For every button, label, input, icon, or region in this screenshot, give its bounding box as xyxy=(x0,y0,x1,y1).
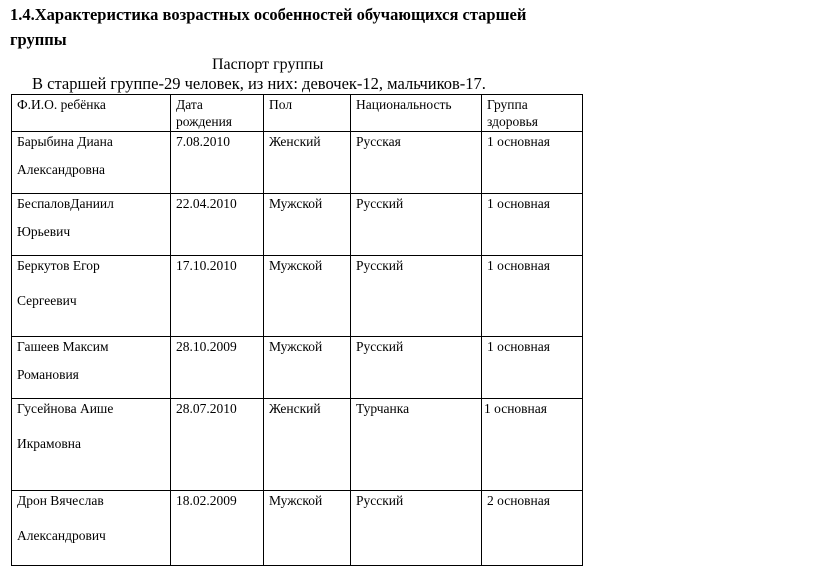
health-group-cell: 2 основная xyxy=(482,491,583,566)
group-passport-title: Паспорт группы xyxy=(212,56,324,73)
birth-date-cell: 18.02.2009 xyxy=(171,491,264,566)
sex-cell: Женский xyxy=(264,132,351,194)
child-name-cell xyxy=(12,132,171,194)
section-heading: 1.4.Характеристика возрастных особенностей обучающихся старшей группы xyxy=(10,5,527,49)
table-row xyxy=(12,194,583,256)
child-name-line1: Барыбина Диана xyxy=(17,134,113,149)
health-group-cell: 1 основная xyxy=(482,256,583,337)
child-name-cell xyxy=(12,194,171,256)
child-name-line2: Сергеевич xyxy=(17,293,77,308)
child-name-line1: Дрон Вячеслав xyxy=(17,493,104,508)
birth-date-cell: 22.04.2010 xyxy=(171,194,264,256)
birth-date-cell: 28.10.2009 xyxy=(171,337,264,399)
child-name-line1: БеспаловДаниил xyxy=(17,196,114,211)
sex-cell: Мужской xyxy=(264,337,351,399)
child-name-cell xyxy=(12,491,171,566)
sex-cell: Женский xyxy=(264,399,351,491)
table-row xyxy=(12,491,583,566)
birth-date-cell: 28.07.2010 xyxy=(171,399,264,491)
child-name-line1: Гашеев Максим xyxy=(17,339,109,354)
table-row xyxy=(12,132,583,194)
column-header-health-group: Группа здоровья xyxy=(482,95,583,132)
group-summary: В старшей группе-29 человек, из них: девочек-12, мальчиков-17. xyxy=(32,74,486,93)
nationality-cell: Турчанка xyxy=(351,399,482,491)
child-name-line2: Романовия xyxy=(17,367,79,382)
column-header-birth-date: Дата рождения xyxy=(171,95,264,132)
child-name-line1: Гусейнова Аише xyxy=(17,401,114,416)
child-name-cell xyxy=(12,337,171,399)
sex-cell: Мужской xyxy=(264,194,351,256)
health-group-cell: 1 основная xyxy=(482,132,583,194)
nationality-cell: Русская xyxy=(351,132,482,194)
child-name-cell xyxy=(12,256,171,337)
table-header-row xyxy=(12,95,583,132)
birth-date-cell: 7.08.2010 xyxy=(171,132,264,194)
sex-cell: Мужской xyxy=(264,491,351,566)
health-group-cell: 1 основная xyxy=(482,194,583,256)
child-name-line2: Александровна xyxy=(17,162,106,177)
health-group-cell: 1 основная xyxy=(482,399,583,491)
column-header-name: Ф.И.О. ребёнка xyxy=(12,95,171,132)
child-name-cell xyxy=(12,399,171,491)
nationality-cell: Русский xyxy=(351,194,482,256)
birth-date-cell: 17.10.2010 xyxy=(171,256,264,337)
sex-cell: Мужской xyxy=(264,256,351,337)
table-row xyxy=(12,256,583,337)
child-name-line1: Беркутов Егор xyxy=(17,258,100,273)
child-name-line2: Юрьевич xyxy=(17,224,71,239)
health-group-cell: 1 основная xyxy=(482,337,583,399)
child-name-line2: Икрамовна xyxy=(17,436,81,451)
column-header-sex: Пол xyxy=(264,95,351,132)
child-name-line2: Александрович xyxy=(17,528,106,543)
column-header-nationality: Национальность xyxy=(351,95,482,132)
nationality-cell: Русский xyxy=(351,491,482,566)
nationality-cell: Русский xyxy=(351,337,482,399)
table-row xyxy=(12,337,583,399)
children-table xyxy=(11,94,583,566)
nationality-cell: Русский xyxy=(351,256,482,337)
table-row xyxy=(12,399,583,491)
